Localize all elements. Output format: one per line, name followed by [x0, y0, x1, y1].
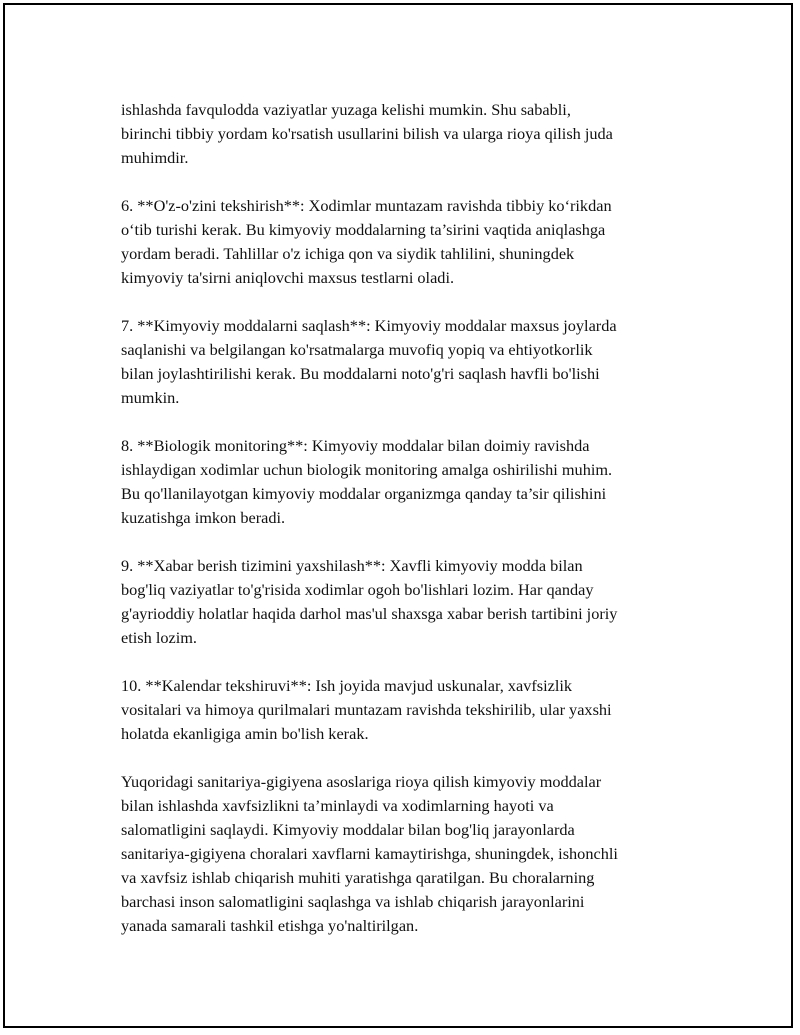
text-line: Yuqoridagi sanitariya-gigiyena asoslariga rioya qilish kimyoviy moddalar — [121, 772, 602, 791]
paragraph-item-8 — [121, 434, 701, 530]
text-line: ishlashda favqulodda vaziyatlar yuzaga kelishi mumkin. Shu sababli, — [121, 100, 571, 119]
text-line: Bu qo'llanilayotgan kimyoviy moddalar organizmga qanday ta’sir qilishini — [121, 484, 607, 503]
text-line: 7. **Kimyoviy moddalarni saqlash**: Kimyoviy moddalar maxsus joylarda — [121, 316, 617, 335]
paragraph-item-9 — [121, 554, 701, 650]
text-line: muhimdir. — [121, 148, 189, 167]
text-line: etish lozim. — [121, 628, 197, 647]
text-line: saqlanishi va belgilangan ko'rsatmalarga muvofiq yopiq va ehtiyotkorlik — [121, 340, 593, 359]
text-line: ishlaydigan xodimlar uchun biologik monitoring amalga oshirilishi muhim. — [121, 460, 613, 479]
text-line: 9. **Xabar berish tizimini yaxshilash**: Xavfli kimyoviy modda bilan — [121, 556, 583, 575]
text-line: 6. **O'z-o'zini tekshirish**: Xodimlar muntazam ravishda tibbiy ko‘rikdan — [121, 196, 612, 215]
text-line: 8. **Biologik monitoring**: Kimyoviy moddalar bilan doimiy ravishda — [121, 436, 590, 455]
text-line: 10. **Kalendar tekshiruvi**: Ish joyida mavjud uskunalar, xavfsizlik — [121, 676, 573, 695]
text-line: yanada samarali tashkil etishga yo'naltirilgan. — [121, 916, 419, 935]
paragraph-conclusion — [121, 770, 701, 938]
text-line: yordam beradi. Tahlillar o'z ichiga qon va siydik tahlilini, shuningdek — [121, 244, 575, 263]
text-line: g'ayrioddiy holatlar haqida darhol mas'ul shaxsga xabar berish tartibini joriy — [121, 604, 618, 623]
paragraph-item-6 — [121, 194, 701, 290]
paragraph-item-10 — [121, 674, 701, 746]
text-line: holatda ekanligiga amin bo'lish kerak. — [121, 724, 369, 743]
text-line: sanitariya-gigiyena choralari xavflarni kamaytirishga, shuningdek, ishonchli — [121, 844, 618, 863]
text-line: mumkin. — [121, 388, 180, 407]
text-line: barchasi inson salomatligini saqlashga va ishlab chiqarish jarayonlarini — [121, 892, 585, 911]
paragraph-intro-continuation — [121, 98, 701, 170]
text-line: kimyoviy ta'sirni aniqlovchi maxsus testlarni oladi. — [121, 268, 455, 287]
document-body — [121, 98, 701, 962]
text-line: va xavfsiz ishlab chiqarish muhiti yaratishga qaratilgan. Bu choralarning — [121, 868, 595, 887]
text-line: vositalari va himoya qurilmalari muntazam ravishda tekshirilib, ular yaxshi — [121, 700, 612, 719]
text-line: salomatligini saqlaydi. Kimyoviy moddalar bilan bog'liq jarayonlarda — [121, 820, 575, 839]
text-line: bog'liq vaziyatlar to'g'risida xodimlar ogoh bo'lishlari lozim. Har qanday — [121, 580, 594, 599]
text-line: bilan joylashtirilishi kerak. Bu moddalarni noto'g'ri saqlash havfli bo'lishi — [121, 364, 600, 383]
text-line: o‘tib turishi kerak. Bu kimyoviy moddalarning ta’sirini vaqtida aniqlashga — [121, 220, 606, 239]
text-line: bilan ishlashda xavfsizlikni ta’minlaydi va xodimlarning hayoti va — [121, 796, 554, 815]
paragraph-item-7 — [121, 314, 701, 410]
page-frame — [3, 3, 793, 1028]
text-line: kuzatishga imkon beradi. — [121, 508, 286, 527]
text-line: birinchi tibbiy yordam ko'rsatish usullarini bilish va ularga rioya qilish juda — [121, 124, 613, 143]
